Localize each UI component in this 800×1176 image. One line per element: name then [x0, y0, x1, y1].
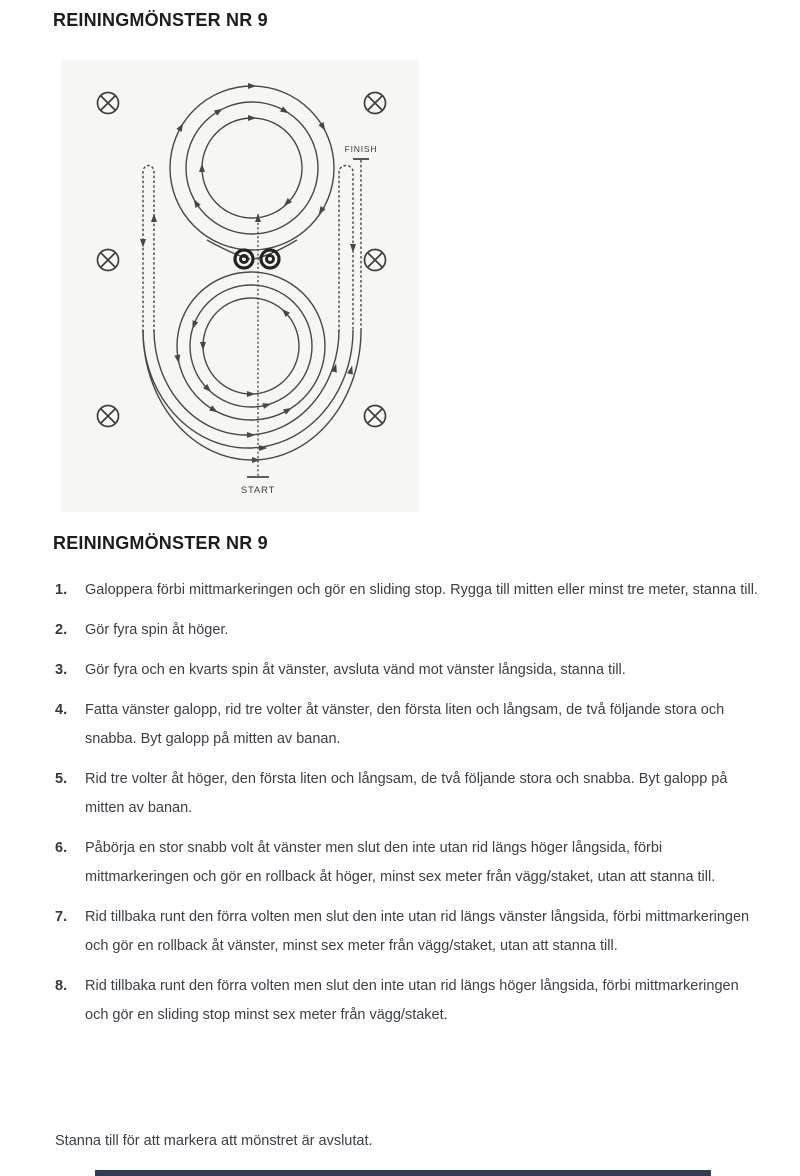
instruction-number: 1.	[55, 582, 68, 598]
instruction-number: 5.	[55, 771, 68, 787]
instruction-item	[55, 972, 763, 1030]
section-title: REININGMÖNSTER NR 9	[53, 533, 268, 553]
reining-pattern-diagram	[61, 60, 419, 512]
finish-label: FINISH	[344, 144, 378, 154]
circled-x-icon	[98, 93, 119, 114]
direction-arrows	[140, 83, 356, 463]
left-hairpin-line	[143, 166, 154, 332]
spin-coil-icon	[235, 250, 253, 268]
instruction-text: Gör fyra spin åt höger.	[85, 622, 229, 638]
circled-x-icon	[365, 406, 386, 427]
instructions-list	[55, 576, 763, 1041]
instruction-item	[55, 696, 763, 754]
instruction-number: 6.	[55, 840, 68, 856]
instruction-text: Fatta vänster galopp, rid tre volter åt vänster, den första liten och långsam, de två följande stora och snabba. Byt galopp på mitten av banan.	[85, 702, 725, 747]
instruction-text: Rid tillbaka runt den förra volten men slut den inte utan rid längs vänster långsida, förbi mittmarkeringen och gör en rollback åt vänster, minst sex meter från vägg/staket, utan att stanna till.	[85, 909, 750, 954]
instruction-text: Gör fyra och en kvarts spin åt vänster, avsluta vänd mot vänster långsida, stanna till.	[85, 662, 626, 678]
instruction-item	[55, 616, 763, 645]
circled-x-icon	[98, 250, 119, 271]
instruction-text: Rid tre volter åt höger, den första liten och långsam, de två följande stora och snabba. Byt galopp på mitten av banan.	[85, 771, 728, 816]
closing-note: Stanna till för att markera att mönstret är avslutat.	[55, 1133, 373, 1149]
circled-x-icon	[365, 93, 386, 114]
instruction-item	[55, 903, 763, 961]
instruction-item	[55, 656, 763, 685]
right-hairpin-line	[339, 166, 353, 332]
rundown-lines	[143, 166, 361, 461]
instruction-item	[55, 834, 763, 892]
instruction-number: 4.	[55, 702, 68, 718]
instruction-item	[55, 765, 763, 823]
lower-circles	[177, 272, 325, 420]
spin-coil-icon	[261, 250, 279, 268]
instruction-number: 2.	[55, 622, 68, 638]
circled-x-icon	[365, 250, 386, 271]
instruction-text: Rid tillbaka runt den förra volten men slut den inte utan rid längs höger långsida, förbi mittmarkeringen och gör en sliding stop minst sex meter från vägg/staket.	[85, 978, 739, 1023]
instruction-number: 8.	[55, 978, 68, 994]
upper-circles	[170, 86, 334, 259]
instruction-text: Galoppera förbi mittmarkeringen och gör en sliding stop. Rygga till mitten eller minst tre meter, stanna till.	[85, 582, 758, 598]
page-title: REININGMÖNSTER NR 9	[53, 10, 268, 30]
instruction-number: 3.	[55, 662, 68, 678]
instruction-item	[55, 576, 763, 605]
instruction-text: Påbörja en stor snabb volt åt vänster men slut den inte utan rid längs höger långsida, förbi mittmarkeringen och gör en rollback åt höger, minst sex meter från vägg/staket, utan att stanna till.	[85, 840, 716, 885]
footer-bar	[95, 1170, 711, 1176]
start-label: START	[240, 485, 276, 496]
circled-x-icon	[98, 406, 119, 427]
instruction-number: 7.	[55, 909, 68, 925]
